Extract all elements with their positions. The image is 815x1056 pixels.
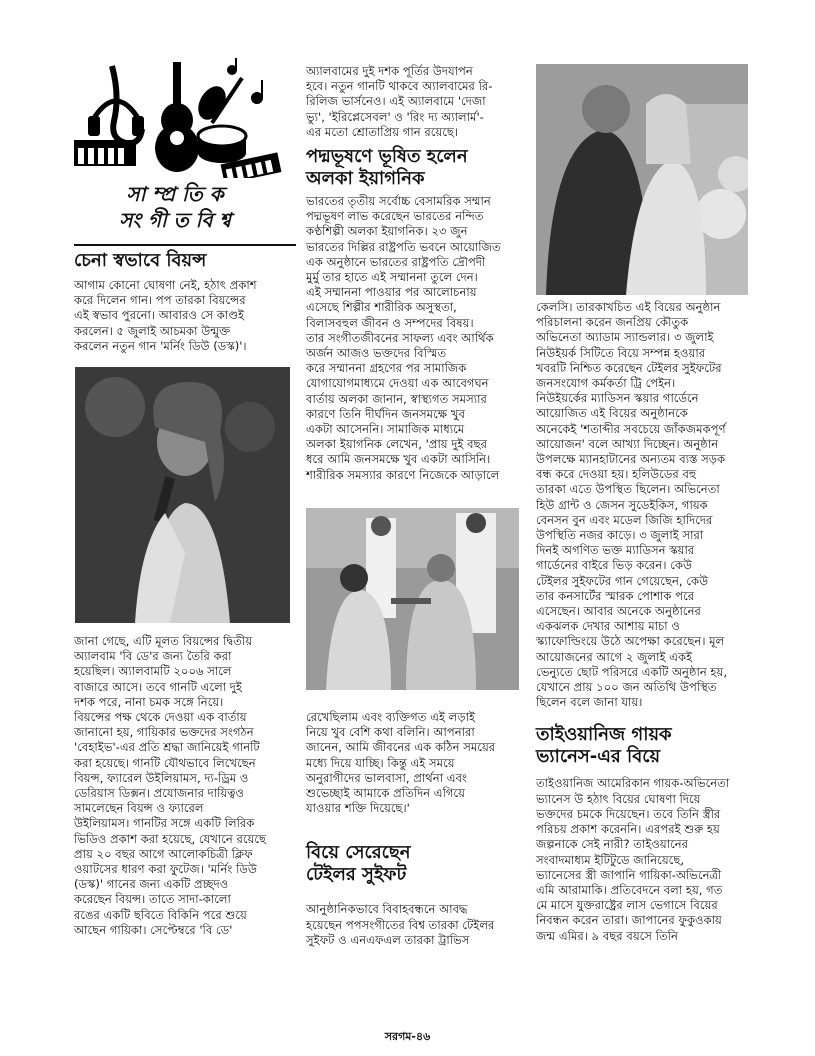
section-title-line2: সং গী ত বি শ্ব: [119, 208, 231, 232]
vanness-heading: তাইওয়ানিজ গায়ক ভ্যানেস-এর বিয়ে: [536, 724, 672, 768]
taylor-body-continued: কেলসি। তারকাখচিত এই বিয়ের অনুষ্ঠান পরিচালনা করেন জনপ্রিয় কৌতুক অভিনেতা অ্যাডাম স্যান্ডলার। ৩ জুলাই নিউইয়র্ক সিটিতে বিয়ে সম্পন্ন হওয়ার খবরটি নিশ্চিত করেছেন টেইলর সুইফটের জনসংযোগ কর্মকর্তা ট্রি পেইন। নিউইয়র্কের ম্যাডিসন স্কয়ার গার্ডেনে আয়োজিত এই বিয়ের অনুষ্ঠানকে অনেকেই 'শতাব্দীর সবচেয়ে জাঁকজমকপূর্ণ আয়োজন' বলে আখ্যা দিচ্ছেন। অনুষ্ঠান উপলক্ষে ম্যানহাটানের অন্যতম ব্যস্ত সড়ক বন্ধ করে দেওয়া হয়। হলিউডের বহু তারকা এতে উপস্থিত ছিলেন। অভিনেতা হিউ গ্রান্ট ও জেসন সুডেইকিস, গায়ক বেনসন বুন এবং মডেল জিজি হাদিদের উপস্থিতি নজর কাড়ে। ৩ জুলাই সারা দিনই অগণিত ভক্ত ম্যাডিসন স্কয়ার গার্ডেনের বাইরে ভিড় করেন। কেউ টেইলর সুইফটের গান গেয়েছেন, কেউ তার কনসার্টের স্মারক পোশাক পরে এসেছেন। আবার অনেকে অনুষ্ঠানের একঝলক দেখার আশায় মাচা ও স্ক্যাফোল্ডিংয়ে উঠে অপেক্ষা করেছেন। মূল আয়োজনের আগে ২ জুলাই একই ভেন্যুতে ছোট পরিসরে একটি অনুষ্ঠান হয়, যেখানে প্রায় ১০০ জন অতিথি উপস্থিত ছিলেন বলে জানা যায়।: [536, 300, 728, 710]
section-title-line1: সা ম্প্র তি ক: [126, 182, 224, 206]
heading-rule: [74, 244, 296, 246]
column-2: [306, 64, 524, 483]
column-3: [536, 300, 758, 944]
alka-award-photo: [306, 508, 519, 690]
taylor-travis-photo: [536, 64, 748, 295]
alka-body: ভারতের তৃতীয় সর্বোচ্চ বেসামরিক সম্মান পদ্মভূষণ লাভ করেছেন ভারতের নন্দিত কণ্ঠশিল্পী অলকা ইয়াগনিক। ২৩ জুন ভারতের দিল্লির রাষ্ট্রপতি ভবনে আয়োজিত এক অনুষ্ঠানে ভারতের রাষ্ট্রপতি দ্রৌপদী মুর্মু তার হাতে এই সম্মাননা তুলে দেন। এই সম্মাননা পাওয়ার পর আলোচনায় এসেছে শিল্পীর শারীরিক অসুস্থতা, বিলাসবহুল জীবন ও সম্পদের বিষয়। তার সংগীতজীবনের সাফল্য এবং আর্থিক অর্জন আজও ভক্তদের বিস্মিত করে সম্মাননা গ্রহণের পর সামাজিক যোগাযোগমাধ্যমে দেওয়া এক আবেগঘন বার্তায় অলকা জানান, স্বাস্থ্যগত সমস্যার কারণে তিনি দীর্ঘদিন জনসমক্ষে খুব একটা আসেননি। সামাজিক মাধ্যমে অলকা ইয়াগনিক লেখেন, 'প্রায় দুই বছর ধরে আমি জনসমক্ষে খুব একটা আসিনি। শারীরিক সমস্যার কারণে নিজেকে আড়ালে: [306, 194, 501, 482]
beyonce-intro: আগাম কোনো ঘোষণা নেই, হঠাৎ প্রকাশ করে দিলেন গান। পপ তারকা বিয়ন্সের এই স্বভাব পুরনো। আবারও সে কাণ্ডই করলেন। ৫ জুলাই আচমকা উন্মুক্ত করলেন নতুন গান 'মর্নিং ডিউ (ডস্ক)'।: [74, 278, 257, 353]
taylor-body: আনুষ্ঠানিকভাবে বিবাহবন্ধনে আবদ্ধ হয়েছেন পপসংগীতের বিশ্ব তারকা টেইলর সুইফট ও এনএফএল তারকা ট্রাভিস: [306, 902, 495, 947]
taylor-heading: বিয়ে সেরেছেন টেইলর সুইফট: [306, 842, 411, 886]
alka-heading: পদ্মভূষণে ভূষিত হলেন অলকা ইয়াগনিক: [306, 146, 468, 190]
column-1-body: [74, 634, 296, 938]
beyonce-continued: অ্যালবামের দুই দশক পূর্তির উদযাপন হবে। নতুন গানটি থাকবে অ্যালবামের রি- রিলিজ ভার্সনেও। এই অ্যালবামে 'দেজা ভ্যু', 'ইরিপ্লেসেবল' ও 'রিং দ্য অ্যালার্ম'- এর মতো শ্রোতাপ্রিয় গান রয়েছে।: [306, 64, 493, 139]
column-2-lower: [306, 710, 524, 948]
alka-body-continued: রেখেছিলাম এবং ব্যক্তিগত এই লড়াই নিয়ে খুব বেশি কথা বলিনি। আপনারা জানেন, আমি জীবনের এক কঠিন সময়ের মধ্যে দিয়ে যাচ্ছি। কিন্তু এই সময়ে অনুরাগীদের ভালবাসা, প্রার্থনা এবং শুভেচ্ছাই আমাকে প্রতিদিন এগিয়ে যাওয়ার শক্তি দিয়েছে।': [306, 710, 496, 816]
beyonce-photo: [75, 367, 290, 623]
page-number: সরগম-৪৬: [384, 1030, 431, 1043]
column-1: [74, 244, 296, 354]
vanness-body: তাইওয়ানিজ আমেরিকান গায়ক-অভিনেতা ভ্যানেস উ হঠাৎ বিয়ের ঘোষণা দিয়ে ভক্তদের চমকে দিয়েছেন। তবে তিনি স্ত্রীর পরিচয় প্রকাশ করেননি। এরপরই শুরু হয় জল্পনাকে সেই নারী? তাইওয়ানের সংবাদমাধ্যম ইটিটুডে জানিয়েছে, ভ্যানেসের স্ত্রী জাপানি গায়িকা-অভিনেত্রী এমি আরামাকি। প্রতিবেদনে বলা হয়, গত মে মাসে যুক্তরাষ্ট্রের লাস ভেগাসে বিয়ের নিবন্ধন করেন তারা। জাপানের ফুকুওকায় জন্ম এমির। ৯ বছর বয়সে তিনি: [536, 776, 730, 943]
beyonce-heading: চেনা স্বভাবে বিয়ন্স: [74, 250, 207, 271]
music-instruments-logo: [72, 58, 282, 178]
beyonce-body: জানা গেছে, এটি মূলত বিয়ন্সের দ্বিতীয় অ্যালবাম 'বি ডে'র জন্য তৈরি করা হয়েছিল। অ্যালবামটি ২০০৬ সালে বাজারে আসে। তবে গানটি এলো দুই দশক পরে, নানা চমক সঙ্গে নিয়ে। বিয়ন্সের পক্ষ থেকে দেওয়া এক বার্তায় জানানো হয়, গায়িকার ভক্তদের সংগঠন 'বেহাইভ'-এর প্রতি শ্রদ্ধা জানিয়েই গানটি করা হয়েছে। গানটি যৌথভাবে লিখেছেন বিয়ন্স, ফ্যারেল উইলিয়ামস, দ্য-ড্রিম ও ডেরিয়াস ডিক্সন। প্রযোজনার দায়িত্বও সামলেছেন বিয়ন্স ও ফ্যারেল উইলিয়ামস। গানটির সঙ্গে একটি লিরিক ভিডিও প্রকাশ করা হয়েছে, যেখানে রয়েছে প্রায় ২০ বছর আগে আলোকচিত্রী ক্লিফ ওয়াটসের ধারণ করা ফুটেজ। 'মর্নিং ডিউ (ডস্ক)' গানের জন্য একটি প্রচ্ছদও করেছেন বিয়ন্স। তাতে সাদা-কালো রঙের একটি ছবিতে বিকিনি পরে শুয়ে আছেন গায়িকা। সেপ্টেম্বরে 'বি ডে': [74, 634, 267, 937]
